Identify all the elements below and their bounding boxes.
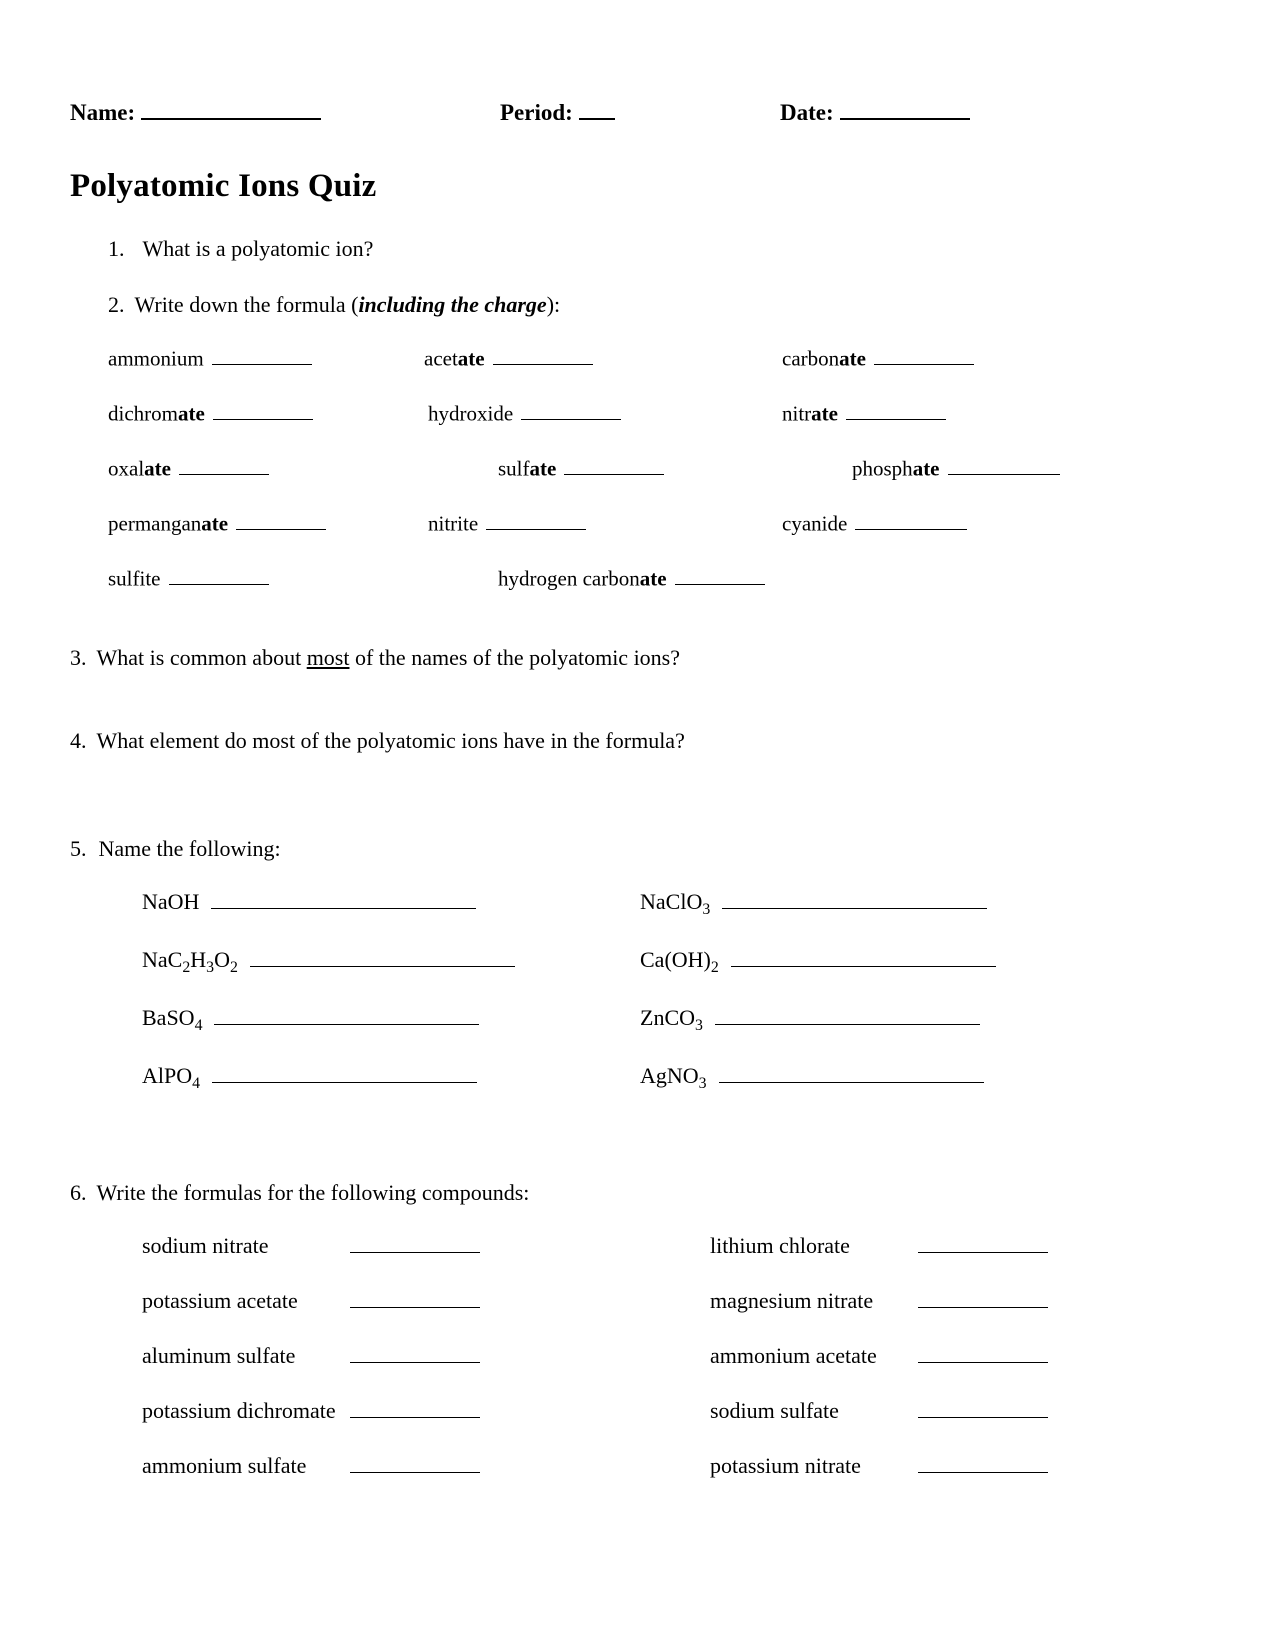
question-6-number: 6. <box>70 1180 87 1205</box>
question-3-number: 3. <box>70 645 87 670</box>
formula-text: ZnCO$_3$ <box>640 1005 703 1034</box>
compound-item-potassium-nitrate <box>710 1452 1048 1479</box>
polyatomic-ion-grid <box>0 345 1275 620</box>
name-field-group <box>70 96 321 126</box>
formula-text: AgNO$_3$ <box>640 1063 707 1092</box>
question-3 <box>70 645 680 671</box>
formula-item-agno3 <box>640 1062 984 1092</box>
formula-row <box>0 1004 1275 1062</box>
ion-stem: sulf <box>498 456 530 481</box>
ion-item-phosphate <box>852 455 1060 481</box>
compound-item-sodium-nitrate <box>142 1232 480 1259</box>
compound-label: magnesium nitrate <box>710 1288 874 1314</box>
compound-answer-blank[interactable] <box>350 1397 480 1418</box>
ion-stem: hydroxide <box>428 401 514 426</box>
question-5-number: 5. <box>70 836 87 861</box>
ion-item-sulfite <box>108 565 269 591</box>
formula-naming-list <box>0 888 1275 1120</box>
compound-item-potassium-acetate <box>142 1287 480 1314</box>
ion-item-oxalate <box>108 455 269 481</box>
ion-stem: carbon <box>782 346 840 371</box>
student-info-header <box>70 96 1160 130</box>
ion-suffix: ate <box>839 346 866 371</box>
ion-suffix: ate <box>811 401 838 426</box>
ion-item-nitrite <box>428 510 586 536</box>
compound-answer-blank[interactable] <box>350 1452 480 1473</box>
page-title: Polyatomic Ions Quiz <box>70 168 377 204</box>
ion-suffix: ate <box>529 456 557 481</box>
compound-label: potassium nitrate <box>710 1453 861 1479</box>
question-2-text-after: ): <box>546 292 561 317</box>
question-3-text-before: What is common about <box>96 645 307 670</box>
ion-item-carbonate <box>782 345 974 371</box>
compound-answer-blank[interactable] <box>918 1287 1048 1308</box>
formula-item-naclo3 <box>640 888 987 918</box>
ion-answer-blank[interactable] <box>169 565 269 585</box>
compound-item-lithium-chlorate <box>710 1232 1048 1259</box>
ion-answer-blank[interactable] <box>948 455 1060 475</box>
compound-item-potassium-dichromate <box>142 1397 480 1424</box>
question-1-number: 1. <box>108 236 125 261</box>
formula-answer-blank[interactable] <box>211 888 476 909</box>
compound-answer-blank[interactable] <box>918 1452 1048 1473</box>
formula-row <box>0 888 1275 946</box>
ion-row <box>0 400 1275 455</box>
formula-answer-blank[interactable] <box>212 1062 477 1083</box>
period-field-group <box>500 96 615 126</box>
ion-answer-blank[interactable] <box>212 345 312 365</box>
ion-suffix: ate <box>177 401 205 426</box>
ion-item-dichromate <box>108 400 313 426</box>
formula-answer-blank[interactable] <box>250 946 515 967</box>
compound-label: potassium dichromate <box>142 1398 336 1424</box>
question-4-number: 4. <box>70 728 87 753</box>
ion-stem: oxal <box>108 456 145 481</box>
compound-answer-blank[interactable] <box>918 1397 1048 1418</box>
compound-item-ammonium-sulfate <box>142 1452 480 1479</box>
question-5 <box>70 836 281 862</box>
question-3-underlined-word: most <box>306 645 350 670</box>
ion-stem: phosph <box>852 456 913 481</box>
question-4 <box>70 728 685 754</box>
ion-answer-blank[interactable] <box>675 565 765 585</box>
ion-stem: nitrite <box>428 511 479 536</box>
compound-item-magnesium-nitrate <box>710 1287 1048 1314</box>
compound-row <box>0 1232 1275 1287</box>
ion-stem: permangan <box>108 511 202 536</box>
compound-formula-list <box>0 1232 1275 1507</box>
compound-row <box>0 1452 1275 1507</box>
ion-answer-blank[interactable] <box>486 510 586 530</box>
formula-item-nac2h3o2 <box>142 946 515 976</box>
ion-stem: hydrogen carbon <box>498 566 640 591</box>
question-6-text: Write the formulas for the following compounds: <box>96 1180 530 1205</box>
formula-answer-blank[interactable] <box>731 946 996 967</box>
compound-item-sodium-sulfate <box>710 1397 1048 1424</box>
question-3-text-after: of the names of the polyatomic ions? <box>349 645 681 670</box>
compound-answer-blank[interactable] <box>350 1342 480 1363</box>
ion-row <box>0 345 1275 400</box>
question-2-number: 2. <box>108 292 125 317</box>
ion-answer-blank[interactable] <box>855 510 967 530</box>
compound-label: sodium sulfate <box>710 1398 839 1424</box>
ion-stem: ammonium <box>108 346 204 371</box>
compound-label: aluminum sulfate <box>142 1343 296 1369</box>
ion-answer-blank[interactable] <box>846 400 946 420</box>
ion-answer-blank[interactable] <box>493 345 593 365</box>
compound-row <box>0 1342 1275 1397</box>
compound-item-aluminum-sulfate <box>142 1342 480 1369</box>
formula-row <box>0 1062 1275 1120</box>
formula-text: AlPO$_4$ <box>142 1063 201 1092</box>
ion-row <box>0 565 1275 620</box>
ion-answer-blank[interactable] <box>564 455 664 475</box>
ion-row <box>0 455 1275 510</box>
ion-item-acetate <box>424 345 593 371</box>
question-2-text-before: Write down the formula ( <box>134 292 359 317</box>
compound-answer-blank[interactable] <box>350 1232 480 1253</box>
ion-row <box>0 510 1275 565</box>
ion-item-hydroxide <box>428 400 621 426</box>
question-2 <box>108 292 560 318</box>
formula-item-baso4 <box>142 1004 479 1034</box>
date-label: Date: <box>780 99 834 125</box>
formula-text: BaSO$_4$ <box>142 1005 203 1034</box>
name-input-blank[interactable] <box>141 96 321 120</box>
ion-answer-blank[interactable] <box>521 400 621 420</box>
question-2-emphasis: including the charge <box>358 292 547 317</box>
period-label: Period: <box>500 99 573 125</box>
ion-suffix: ate <box>912 456 940 481</box>
formula-text: $NaC_2H_3O_2$ <box>142 947 238 976</box>
ion-item-cyanide <box>782 510 967 536</box>
ion-answer-blank[interactable] <box>179 455 269 475</box>
formula-text: $Ca(OH)_2$ <box>640 947 719 976</box>
ion-stem: nitr <box>782 401 812 426</box>
ion-item-permanganate <box>108 510 326 536</box>
date-input-blank[interactable] <box>840 96 970 120</box>
ion-item-nitrate <box>782 400 946 426</box>
compound-label: ammonium acetate <box>710 1343 877 1369</box>
formula-item-caoh2 <box>640 946 996 976</box>
ion-answer-blank[interactable] <box>213 400 313 420</box>
compound-label: sodium nitrate <box>142 1233 269 1259</box>
compound-answer-blank[interactable] <box>918 1342 1048 1363</box>
period-input-blank[interactable] <box>579 96 615 120</box>
compound-answer-blank[interactable] <box>918 1232 1048 1253</box>
ion-answer-blank[interactable] <box>874 345 974 365</box>
ion-suffix: ate <box>144 456 171 481</box>
compound-row <box>0 1287 1275 1342</box>
question-1-text: What is a polyatomic ion? <box>142 236 374 261</box>
name-label: Name: <box>70 99 136 125</box>
formula-answer-blank[interactable] <box>722 888 987 909</box>
formula-item-naoh <box>142 888 476 915</box>
ion-stem: cyanide <box>782 511 848 536</box>
ion-suffix: ate <box>201 511 229 536</box>
ion-item-sulfate <box>498 455 664 481</box>
formula-text: NaClO$_3$ <box>640 889 711 918</box>
compound-item-ammonium-acetate <box>710 1342 1048 1369</box>
compound-row <box>0 1397 1275 1452</box>
formula-item-alpo4 <box>142 1062 477 1092</box>
ion-item-ammonium <box>108 345 312 371</box>
question-5-text: Name the following: <box>98 836 281 861</box>
ion-stem: acet <box>424 346 458 371</box>
formula-answer-blank[interactable] <box>715 1004 980 1025</box>
ion-item-hydrogen-carbonate <box>498 565 765 591</box>
ion-stem: sulfite <box>108 566 161 591</box>
compound-label: ammonium sulfate <box>142 1453 307 1479</box>
formula-answer-blank[interactable] <box>719 1062 984 1083</box>
compound-answer-blank[interactable] <box>350 1287 480 1308</box>
formula-text: NaOH <box>142 889 200 915</box>
question-1 <box>108 236 373 262</box>
question-4-text: What element do most of the polyatomic ions have in the formula? <box>96 728 685 753</box>
date-field-group <box>780 96 970 126</box>
formula-row <box>0 946 1275 1004</box>
formula-answer-blank[interactable] <box>214 1004 479 1025</box>
ion-answer-blank[interactable] <box>236 510 326 530</box>
ion-stem: dichrom <box>108 401 178 426</box>
ion-suffix: ate <box>639 566 667 591</box>
formula-item-znco3 <box>640 1004 980 1034</box>
compound-label: potassium acetate <box>142 1288 298 1314</box>
question-6 <box>70 1180 529 1206</box>
compound-label: lithium chlorate <box>710 1233 850 1259</box>
ion-suffix: ate <box>457 346 485 371</box>
